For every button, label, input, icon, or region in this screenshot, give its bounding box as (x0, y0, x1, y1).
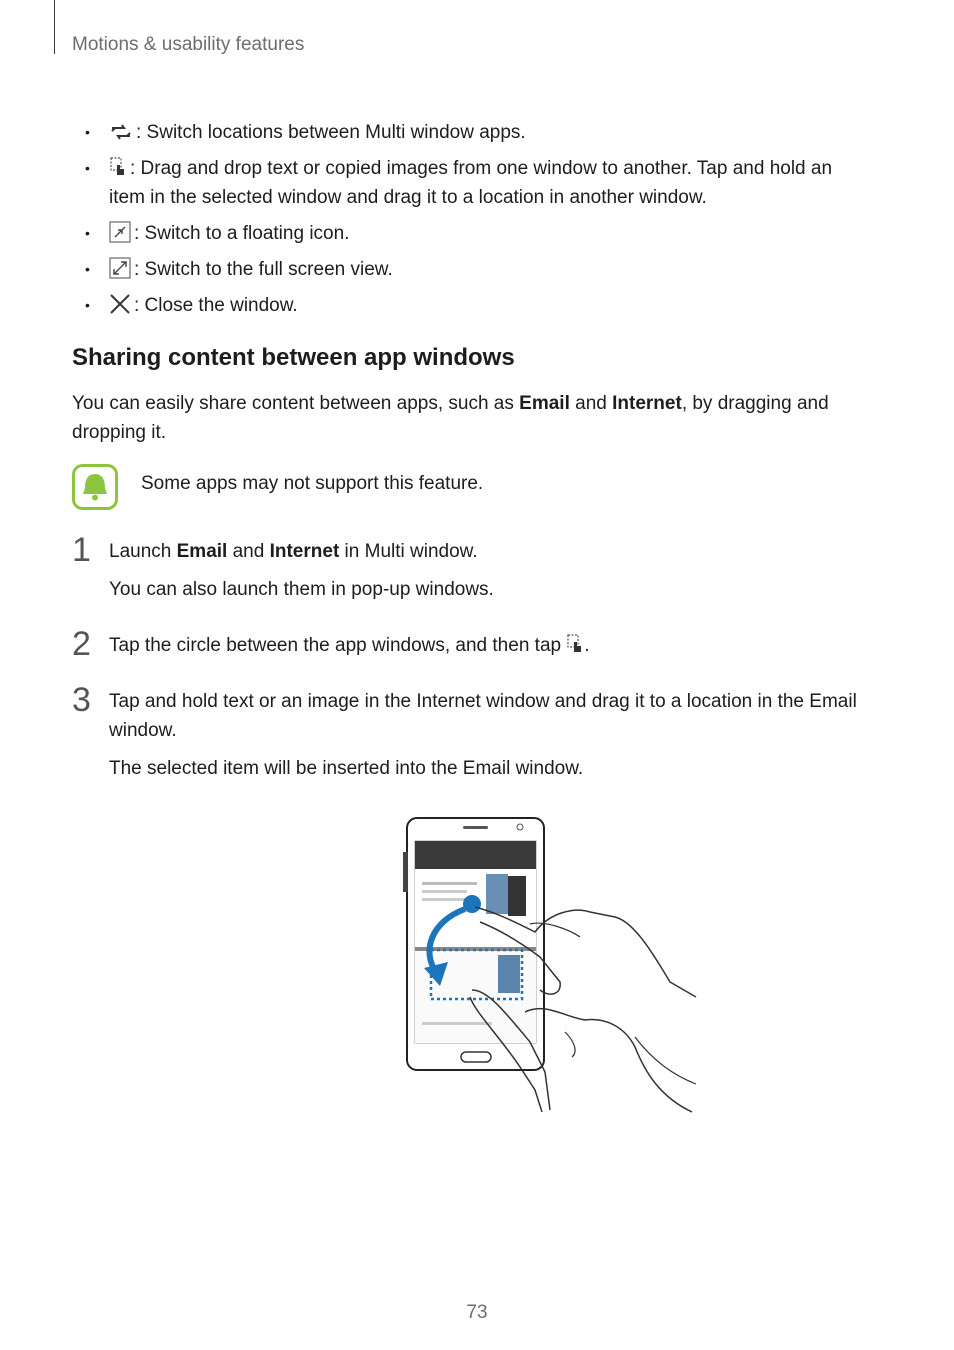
speaker-grille (463, 826, 488, 829)
text-line (422, 882, 477, 885)
page-number: 73 (466, 1302, 488, 1323)
touch-point (463, 895, 481, 913)
list-item-text: : Drag and drop text or copied images from one window to another. Tap and hold an item in the selected window and drag it to a location in another window. (109, 158, 833, 208)
bullet-dot: • (85, 261, 90, 277)
step-3 (72, 681, 872, 792)
bullet-dot: • (85, 124, 90, 140)
thumb-phone-image (486, 874, 508, 914)
app-name-email: Email (519, 393, 570, 414)
minimize-icon (109, 221, 131, 243)
section-heading: Sharing content between app windows (72, 344, 515, 371)
step-subtext: You can also launch them in pop-up windows. (109, 579, 494, 600)
list-item-text: : Switch locations between Multi window apps. (136, 122, 526, 143)
drag-and-drop-illustration (400, 812, 700, 1117)
header-rule (54, 0, 55, 54)
intro-text: and (569, 393, 613, 414)
drag-drop-icon (566, 633, 584, 655)
app-name-email: Email (176, 541, 228, 562)
list-item (72, 255, 872, 284)
drag-drop-icon (109, 156, 127, 178)
text-line (422, 1022, 492, 1025)
step-subtext: The selected item will be inserted into the Email window. (109, 758, 584, 779)
intro-text: You can easily share content between apps, such as (72, 393, 520, 414)
running-header: Motions & usability features (72, 34, 305, 55)
app-name-internet: Internet (269, 541, 340, 562)
step-text-part: and (227, 541, 270, 562)
list-item-text: : Switch to a floating icon. (134, 223, 350, 244)
phone-edge (403, 852, 408, 892)
step-text-part: Launch (109, 541, 177, 562)
step-2 (72, 625, 872, 669)
switch-locations-icon (109, 122, 133, 142)
list-item (72, 291, 872, 320)
intro-text: , by dragging and dropping it. (72, 393, 829, 443)
step-text-part: Tap the circle between the app windows, and then tap (109, 635, 567, 656)
lower-hand (565, 1032, 575, 1057)
step-text (109, 631, 872, 660)
step-1 (72, 531, 872, 613)
top-window-header (415, 841, 536, 869)
step-number: 3 (72, 681, 91, 719)
text-line (422, 890, 467, 893)
step-number: 1 (72, 531, 91, 569)
step-text-part: in Multi window. (339, 541, 478, 562)
list-item (72, 154, 872, 212)
maximize-icon (109, 257, 131, 279)
bullet-dot: • (85, 160, 90, 176)
icon-legend-list (72, 118, 872, 327)
close-icon (109, 293, 131, 315)
step-number: 2 (72, 625, 91, 663)
list-item-text: : Switch to the full screen view. (134, 259, 393, 280)
note-text: Some apps may not support this feature. (141, 473, 484, 494)
step-text (109, 537, 872, 566)
notification-bell-icon (72, 464, 118, 510)
intro-paragraph (72, 389, 872, 447)
lower-hand (635, 1037, 696, 1084)
list-item (72, 219, 872, 248)
list-item (72, 118, 872, 147)
bullet-dot: • (85, 297, 90, 313)
step-text: Tap and hold text or an image in the Internet window and drag it to a location in the Email window. (109, 691, 857, 741)
lower-hand (525, 1009, 692, 1112)
thumb-phone-image (498, 955, 520, 993)
list-item-text: : Close the window. (134, 295, 298, 316)
app-name-internet: Internet (612, 393, 682, 414)
thumb-phone-image (508, 876, 526, 916)
step-text-part: . (584, 635, 590, 656)
bullet-dot: • (85, 225, 90, 241)
